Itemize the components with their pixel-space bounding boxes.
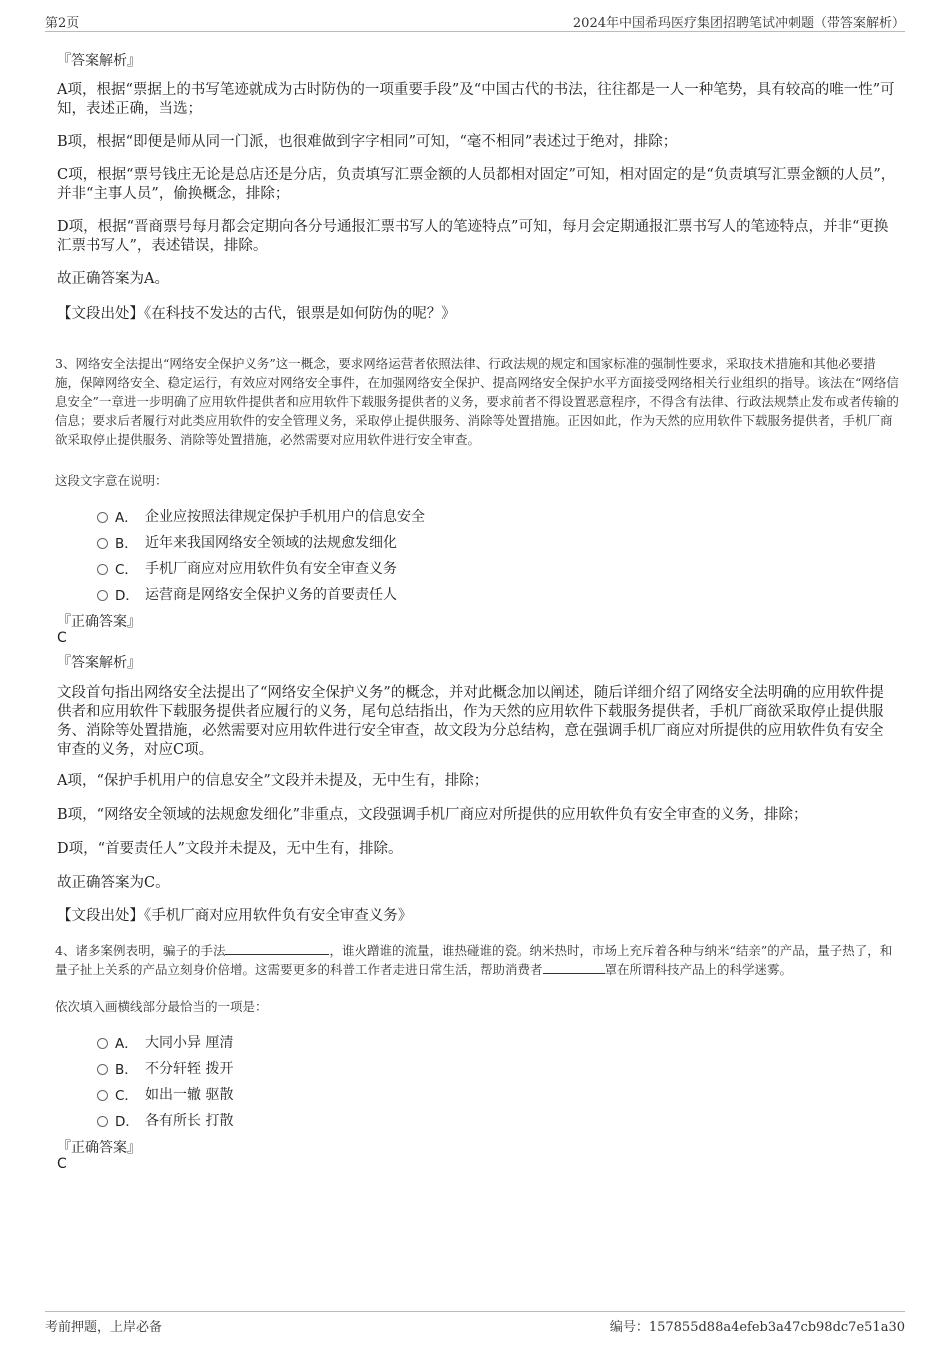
document-code: 编号：157855d88a4efeb3a47cb98dc7e51a30 [609,1320,905,1335]
option-letter: B． [115,1062,138,1078]
q4-stem-part3: 罩在所谓科技产品上的科学迷雾。 [604,962,793,977]
option-text: 大同小异 厘清 [145,1035,234,1051]
q2-analysis-b: B项，根据“即便是师从同一门派，也很难做到字字相同”可知，“毫不相同”表述过于绝对，排除； [57,134,678,150]
q3-analysis-b: B项，“网络安全领域的法规愈发细化”非重点，文段强调手机厂商应对所提供的应用软件负有安全审查的义务，排除； [57,807,808,823]
q2-analysis-c: C项，根据“票号钱庄无论是总店还是分店，负责填写汇票金额的人员都相对固定”可知，相对固定的是“负责填写汇票金额的人员”，并非“主事人员”，偷换概念，排除； [57,167,896,202]
option-text: 近年来我国网络安全领域的法规愈发细化 [145,535,397,551]
q3-stem: 3、网络安全法提出“网络安全保护义务”这一概念，要求网络运营者依照法律、行政法规的规定和国家标准的强制性要求，采取技术措施和其他必要措施，保障网络安全、稳定运行，有效应对网络安全事件，在加强网络安全保护、提高网络安全保护水平方面接受网络相关行业组织的指导。该法在“网络信息安全”一章进一步明确了应用软件提供者和应用软件下载服务提供者的义务，要求前者不得设置恶意程序，不得含有法律、行政法规禁止发布或者传输的信息；要求后者履行对此类应用软件的安全管理义务，采取停止提供服务、消除等处置措施。正因如此，作为天然的应用软件下载服务提供者，手机厂商欲采取停止提供服务、消除等处置措施，必然需要对应用软件进行安全审查。 [55,356,899,447]
option-letter: D． [115,588,139,604]
q3-prompt: 这段文字意在说明： [55,473,168,488]
q3-conclusion: 故正确答案为C。 [57,875,170,891]
option-letter: A． [115,1036,138,1052]
q2-analysis-a: A项，根据“票据上的书写笔迹就成为古时防伪的一项重要手段”及“中国古代的书法，往往都是一人一种笔势，具有较高的唯一性”可知，表述正确，当选； [57,82,895,117]
q4-answer-label: 『正确答案』 [57,1140,141,1156]
q2-analysis-label: 『答案解析』 [57,53,141,69]
q3-analysis-main: 文段首句指出网络安全法提出了“网络安全保护义务”的概念，并对此概念加以阐述，随后详细介绍了网络安全法明确的应用软件提供者和应用软件下载服务提供者应履行的义务，尾句总结指出，作为天然的应用软件下载服务提供者，手机厂商欲采取停止提供服务、消除等处置措施，必然需要对应用软件进行安全审查，故文段为分总结构，意在强调手机厂商应对所提供的应用软件负有安全审查的义务，对应C项。 [57,685,884,758]
option-letter: C． [115,1088,138,1104]
q3-answer-label: 『正确答案』 [57,614,141,630]
option-text: 如出一辙 驱散 [145,1087,234,1103]
option-letter: D． [115,1114,139,1130]
radio-button[interactable] [97,1038,108,1049]
radio-button[interactable] [97,1064,108,1075]
q3-analysis-label: 『答案解析』 [57,655,141,671]
option-text: 手机厂商应对应用软件负有安全审查义务 [145,561,397,577]
q2-analysis-d: D项，根据“晋商票号每月都会定期向各分号通报汇票书写人的笔迹特点”可知，每月会定期通报汇票书写人的笔迹特点，并非“更换汇票书写人”，表述错误，排除。 [57,219,889,254]
q4-prompt: 依次填入画横线部分最恰当的一项是： [55,999,268,1014]
option-letter: B． [115,536,138,552]
q2-conclusion: 故正确答案为A。 [57,271,169,287]
footer-slogan: 考前押题，上岸必备 [45,1320,163,1335]
radio-button[interactable] [97,564,108,575]
radio-button[interactable] [97,538,108,549]
option-letter: A． [115,510,138,526]
q3-analysis-d: D项，“首要责任人”文段并未提及，无中生有，排除。 [57,841,403,857]
radio-button[interactable] [97,1116,108,1127]
page-number: 第2页 [45,16,80,31]
header-divider [45,31,905,32]
q3-source: 【文段出处】《手机厂商对应用软件负有安全审查义务》 [57,908,413,924]
q4-answer: C [57,1156,67,1172]
q4-stem-part1: 4、诸多案例表明，骗子的手法 [55,943,226,958]
q4-stem [55,941,900,979]
q3-answer: C [57,630,67,646]
radio-button[interactable] [97,512,108,523]
option-text: 不分轩轾 拨开 [145,1061,234,1077]
option-text: 各有所长 打散 [145,1113,234,1129]
radio-button[interactable] [97,590,108,601]
q3-analysis-a: A项，“保护手机用户的信息安全”文段并未提及，无中生有，排除； [57,773,489,789]
q4-stem-part2: ，谁火蹭谁的流量，谁热碰谁的瓷。纳米热时，市场上充斥着各种与纳米“结亲”的产品，量子热了，和量子扯上关系的产品立刻身价倍增。这需要更多的科普工作者走进日常生活，帮助消费者 [55,943,893,977]
option-letter: C． [115,562,138,578]
document-title: 2024年中国希玛医疗集团招聘笔试冲刺题（带答案解析） [572,16,905,31]
footer-divider [45,1311,905,1312]
radio-button[interactable] [97,1090,108,1101]
fill-blank-1 [225,942,329,955]
option-text: 运营商是网络安全保护义务的首要责任人 [145,587,397,603]
fill-blank-2 [543,961,605,974]
option-text: 企业应按照法律规定保护手机用户的信息安全 [145,509,425,525]
q2-source: 【文段出处】《在科技不发达的古代，银票是如何防伪的呢？》 [57,306,456,322]
